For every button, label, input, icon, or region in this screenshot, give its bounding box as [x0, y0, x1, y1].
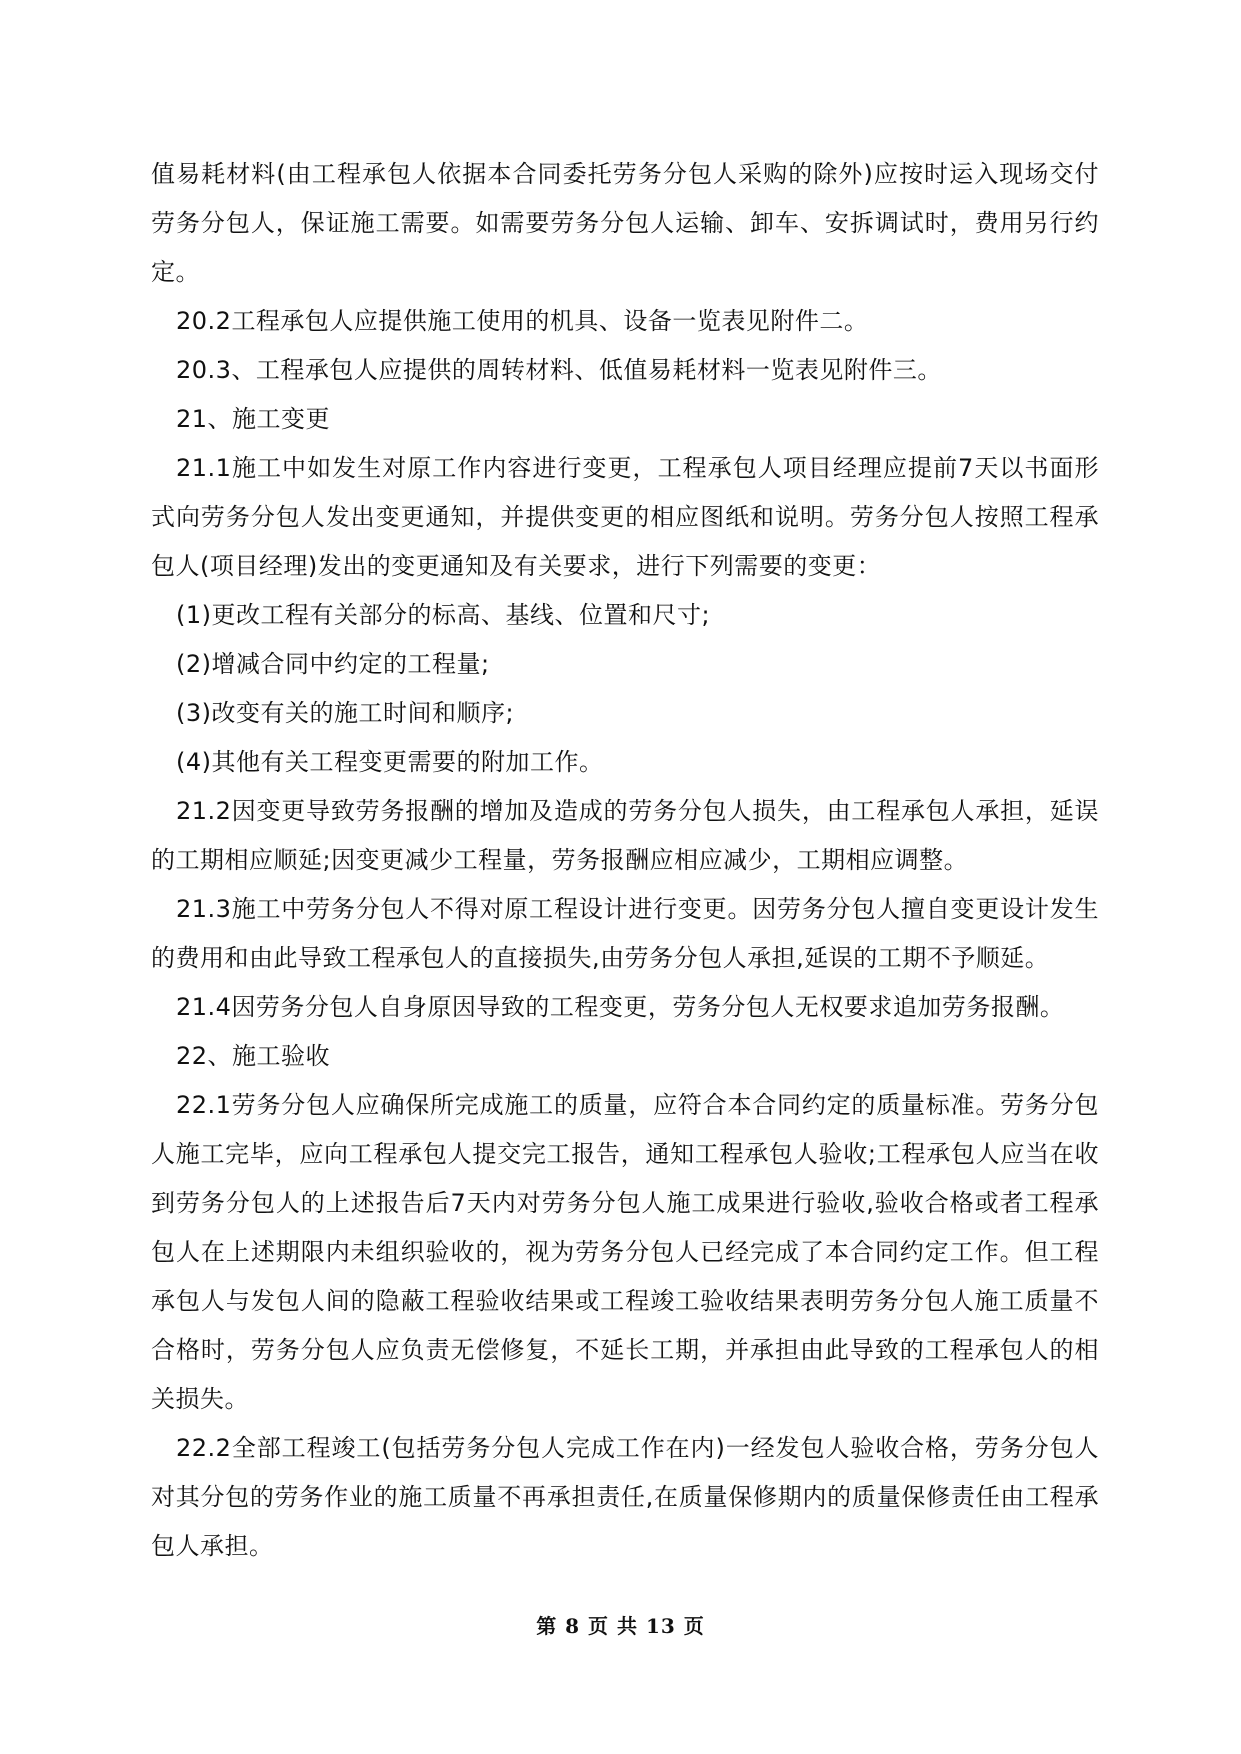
list-item: (2)增减合同中约定的工程量; — [176, 650, 490, 678]
page-number-footer: 第 8 页 共 13 页 — [536, 1614, 705, 1638]
list-item: (3)改变有关的施工时间和顺序; — [176, 699, 515, 727]
paragraph: 22.2全部工程竣工(包括劳务分包人完成工作在内)一经发包人验收合格，劳务分包人对其分包的劳务作业的施工质量不再承担责任,在质量保修期内的质量保修责任由工程承包人承担。 — [151, 1434, 1099, 1560]
paragraph: 21.1施工中如发生对原工作内容进行变更，工程承包人项目经理应提前7天以书面形式向劳务分包人发出变更通知，并提供变更的相应图纸和说明。劳务分包人按照工程承包人(项目经理)发出的变更通知及有关要求，进行下列需要的变更： — [151, 454, 1099, 580]
section-heading: 21、施工变更 — [176, 405, 331, 433]
list-item: (1)更改工程有关部分的标高、基线、位置和尺寸; — [176, 601, 711, 629]
list-item: (4)其他有关工程变更需要的附加工作。 — [176, 748, 604, 776]
paragraph: 值易耗材料(由工程承包人依据本合同委托劳务分包人采购的除外)应按时运入现场交付劳务分包人，保证施工需要。如需要劳务分包人运输、卸车、安拆调试时，费用另行约定。 — [151, 160, 1099, 286]
document-body — [151, 150, 1099, 1571]
paragraph: 21.4因劳务分包人自身原因导致的工程变更，劳务分包人无权要求追加劳务报酬。 — [176, 993, 1065, 1021]
paragraph: 21.2因变更导致劳务报酬的增加及造成的劳务分包人损失，由工程承包人承担，延误的工期相应顺延;因变更减少工程量，劳务报酬应相应减少，工期相应调整。 — [151, 797, 1099, 874]
paragraph: 21.3施工中劳务分包人不得对原工程设计进行变更。因劳务分包人擅自变更设计发生的费用和由此导致工程承包人的直接损失,由劳务分包人承担,延误的工期不予顺延。 — [151, 895, 1099, 972]
section-heading: 22、施工验收 — [176, 1042, 331, 1070]
paragraph: 20.2工程承包人应提供施工使用的机具、设备一览表见附件二。 — [176, 307, 869, 335]
paragraph: 22.1劳务分包人应确保所完成施工的质量，应符合本合同约定的质量标准。劳务分包人施工完毕，应向工程承包人提交完工报告，通知工程承包人验收;工程承包人应当在收到劳务分包人的上述报告后7天内对劳务分包人施工成果进行验收,验收合格或者工程承包人在上述期限内未组织验收的，视为劳务分包人已经完成了本合同约定工作。但工程承包人与发包人间的隐蔽工程验收结果或工程竣工验收结果表明劳务分包人施工质量不合格时，劳务分包人应负责无偿修复，不延长工期，并承担由此导致的工程承包人的相关损失。 — [151, 1091, 1099, 1413]
paragraph: 20.3、工程承包人应提供的周转材料、低值易耗材料一览表见附件三。 — [176, 356, 942, 384]
